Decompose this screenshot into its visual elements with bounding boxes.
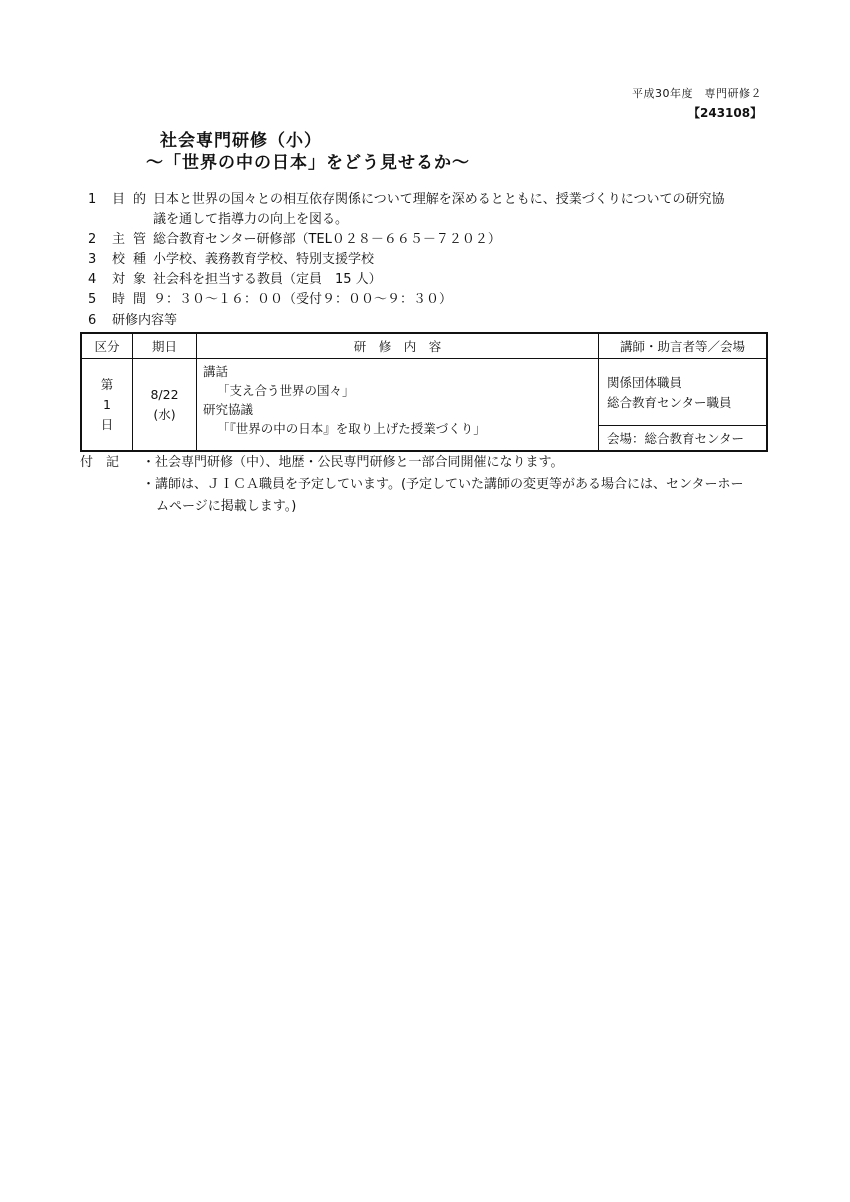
- header-division: 区分: [81, 333, 133, 359]
- division-line: 日: [100, 416, 114, 432]
- notes-label: 付 記: [80, 455, 120, 470]
- lecturer-cell: [599, 359, 768, 426]
- division-line: 第: [100, 376, 114, 392]
- item-value-line: 日本と世界の国々との相互依存関係について理解を深めるとともに、授業づくりについての研究協: [153, 192, 725, 207]
- division-line: 1: [103, 396, 111, 412]
- item-number: 2: [88, 232, 97, 247]
- item-label: 校種: [112, 252, 155, 267]
- item-label: 時間: [112, 292, 155, 307]
- item-value-line: 小学校、義務教育学校、特別支援学校: [153, 252, 375, 267]
- venue-cell: 会場：総合教育センター: [599, 426, 768, 452]
- item-purpose: [0, 190, 850, 230]
- note-line: ムページに掲載します。): [156, 499, 297, 514]
- content-line: 研究協議: [203, 402, 254, 417]
- date-value: 8/22: [150, 386, 179, 402]
- item-label: 主管: [112, 232, 155, 247]
- item-number: 1: [88, 192, 97, 207]
- item-label: 対象: [112, 272, 155, 287]
- item-value-line: ９：３０～１６：００（受付９：００～９：３０）: [153, 292, 453, 307]
- note-line: ・社会専門研修（中）、地歴・公民専門研修と一部合同開催になります。: [142, 455, 564, 470]
- content-line: 「支え合う世界の国々」: [217, 383, 355, 398]
- year-label: 平成30年度 専門研修２: [632, 87, 762, 100]
- note-line: ・講師は、ＪＩＣＡ職員を予定しています。(予定していた講師の変更等がある場合には、センターホー: [142, 477, 744, 492]
- item-number: 3: [88, 252, 97, 267]
- item-value-line: 社会科を担当する教員（定員 15 人）: [153, 272, 382, 287]
- course-code: 【243108】: [688, 106, 763, 120]
- content-cell: [197, 359, 599, 452]
- item-value-line: 総合教育センター研修部（TEL０２８－６６５－７２０２）: [153, 232, 501, 247]
- content-line: 「『世界の中の日本』を取り上げた授業づくり」: [217, 421, 486, 436]
- table-row: [81, 359, 767, 426]
- lecturer-line: 関係団体職員: [607, 375, 683, 390]
- item-number: 6: [88, 313, 97, 328]
- item-label: 研修内容等: [112, 313, 178, 328]
- table-header-row: [81, 333, 767, 359]
- header-content: 研 修 内 容: [197, 333, 599, 359]
- header-lecturer: 講師・助言者等／会場: [599, 333, 768, 359]
- item-value-line: 議を通して指導力の向上を図る。: [153, 212, 349, 227]
- item-number: 4: [88, 272, 97, 287]
- division-cell: [81, 359, 133, 452]
- item-label: 目的: [112, 192, 155, 207]
- item-number: 5: [88, 292, 97, 307]
- lecturer-line: 総合教育センター職員: [607, 395, 732, 410]
- date-cell: [133, 359, 197, 452]
- header-date: 期日: [133, 333, 197, 359]
- page-title: 社会専門研修（小）: [160, 131, 322, 151]
- schedule-table: [80, 332, 768, 452]
- page-subtitle: ～「世界の中の日本」をどう見せるか～: [146, 153, 470, 173]
- weekday-value: (水): [153, 406, 176, 422]
- content-line: 講話: [203, 364, 229, 379]
